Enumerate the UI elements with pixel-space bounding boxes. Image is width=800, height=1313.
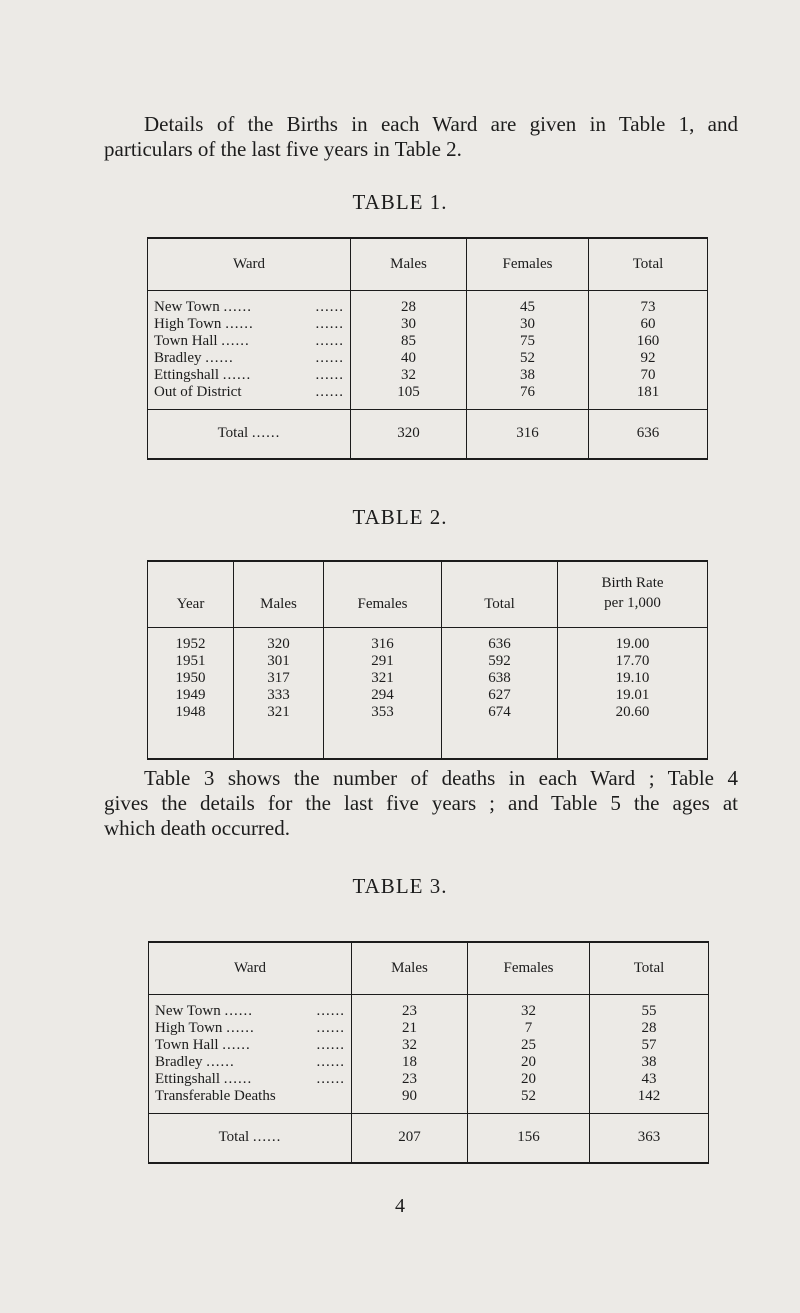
ward-name: High Town [154,315,222,332]
table-row [148,384,708,410]
table1-header-females: Females [467,238,589,290]
table-row [148,627,708,653]
total-label: Total [218,1129,250,1146]
table-row [148,316,708,333]
males-cell: 23 [352,994,468,1020]
table3-header-row [149,942,709,994]
deaths-paragraph [104,766,738,841]
females-cell: 321 [324,670,442,687]
total-cell: 55 [590,994,709,1020]
dot-leader: ...... [315,315,344,332]
total-cell: 627 [442,687,558,704]
dot-leader: ...... [223,298,252,315]
females-cell: 25 [468,1037,590,1054]
ward-name: Bradley [155,1053,203,1070]
table1 [147,237,708,460]
total-cell: 636 [442,627,558,653]
table-row [148,290,708,316]
dot-leader: ...... [315,332,344,349]
dot-leader: ...... [222,1036,251,1053]
table3-header-males: Males [352,942,468,994]
ward-name: Ettingshall [154,366,219,383]
table1-header-total: Total [589,238,708,290]
females-cell: 75 [467,333,589,350]
total-cell: 181 [589,384,708,410]
rate-cell: 20.60 [558,704,708,759]
ward-name: Bradley [154,349,202,366]
table-row [148,704,708,759]
females-cell: 294 [324,687,442,704]
males-total: 207 [352,1113,468,1163]
table-row [149,994,709,1020]
table3-total-row [149,1113,709,1163]
intro-line-1: Details of the Births in each Ward are given in Table 1, and [144,112,738,136]
table3-header-ward: Ward [149,942,352,994]
females-cell: 76 [467,384,589,410]
males-total: 320 [351,409,467,459]
year-cell: 1949 [148,687,234,704]
dot-leader: ...... [225,315,254,332]
females-total: 316 [467,409,589,459]
deaths-line-3: which death occurred. [104,816,290,840]
dot-leader: ...... [316,1036,345,1053]
dot-leader: ...... [315,383,344,400]
total-label: Total [217,425,249,442]
total-cell: 92 [589,350,708,367]
table-row [149,1037,709,1054]
table3-header-total: Total [590,942,709,994]
table1-header-row [148,238,708,290]
rate-cell: 19.01 [558,687,708,704]
ward-name: High Town [155,1019,223,1036]
table-row [149,1020,709,1037]
table2-header-males: Males [234,561,324,627]
dot-leader: ...... [315,366,344,383]
ward-name: Town Hall [155,1036,219,1053]
females-cell: 20 [468,1071,590,1088]
ward-name: New Town [155,1002,221,1019]
table1-header-males: Males [351,238,467,290]
females-cell: 52 [467,350,589,367]
dot-leader: ...... [221,332,250,349]
table2-header-row [148,561,708,627]
total-cell: 70 [589,367,708,384]
table1-total-row [148,409,708,459]
table-row [148,687,708,704]
grand-total: 363 [590,1113,709,1163]
total-cell: 38 [590,1054,709,1071]
dot-leader: ...... [226,1019,255,1036]
year-cell: 1951 [148,653,234,670]
males-cell: 333 [234,687,324,704]
males-cell: 85 [351,333,467,350]
per-thousand-label: per 1,000 [604,594,661,611]
table-row [148,350,708,367]
males-cell: 30 [351,316,467,333]
dot-leader: ...... [223,1070,253,1087]
dot-leader: ...... [316,1053,345,1070]
table2-header-females: Females [324,561,442,627]
females-cell: 52 [468,1088,590,1114]
males-cell: 32 [352,1037,468,1054]
ward-name: Town Hall [154,332,218,349]
table1-header-ward: Ward [148,238,351,290]
total-cell: 60 [589,316,708,333]
females-cell: 45 [467,290,589,316]
females-cell: 20 [468,1054,590,1071]
total-cell: 28 [590,1020,709,1037]
table2-header-year: Year [148,561,234,627]
deaths-line-1: Table 3 shows the number of deaths in each Ward ; Table 4 [144,766,738,790]
males-cell: 105 [351,384,467,410]
males-cell: 40 [351,350,467,367]
dot-leader: ...... [315,298,344,315]
dot-leader: ...... [315,349,344,366]
rate-cell: 19.10 [558,670,708,687]
males-cell: 21 [352,1020,468,1037]
females-total: 156 [468,1113,590,1163]
males-cell: 23 [352,1071,468,1088]
birth-rate-label: Birth Rate [601,574,664,591]
ward-name: New Town [154,298,220,315]
dot-leader: ...... [222,366,252,383]
rate-cell: 19.00 [558,627,708,653]
table-row [149,1054,709,1071]
table2-title: TABLE 2. [352,505,448,529]
total-cell: 638 [442,670,558,687]
table-row [148,670,708,687]
dot-leader: ...... [252,1129,282,1146]
dot-leader: ...... [224,1002,253,1019]
females-cell: 32 [468,994,590,1020]
males-cell: 321 [234,704,324,759]
males-cell: 32 [351,367,467,384]
total-cell: 73 [589,290,708,316]
males-cell: 18 [352,1054,468,1071]
table2-header-total: Total [442,561,558,627]
deaths-line-2: gives the details for the last five years ; and Table 5 the ages at [104,791,738,815]
table3-title: TABLE 3. [352,874,448,898]
table2-header-birth-rate [558,561,708,627]
page-number: 4 [395,1195,405,1217]
total-cell: 160 [589,333,708,350]
females-cell: 38 [467,367,589,384]
year-cell: 1950 [148,670,234,687]
table-row [148,333,708,350]
table-row [149,1071,709,1088]
ward-name: Ettingshall [155,1070,220,1087]
table-row [149,1088,709,1114]
females-cell: 30 [467,316,589,333]
females-cell: 7 [468,1020,590,1037]
intro-line-2: particulars of the last five years in Table 2. [104,137,462,161]
total-cell: 674 [442,704,558,759]
ward-name: Transferable Deaths [155,1087,276,1104]
dot-leader: ...... [251,425,281,442]
table2 [147,560,708,760]
rate-cell: 17.70 [558,653,708,670]
year-cell: 1952 [148,627,234,653]
total-cell: 592 [442,653,558,670]
dot-leader: ...... [206,1053,235,1070]
table-row [148,367,708,384]
year-cell: 1948 [148,704,234,759]
males-cell: 90 [352,1088,468,1114]
females-cell: 316 [324,627,442,653]
total-cell: 43 [590,1071,709,1088]
males-cell: 301 [234,653,324,670]
intro-paragraph [104,112,738,162]
females-cell: 353 [324,704,442,759]
total-cell: 142 [590,1088,709,1114]
total-cell: 57 [590,1037,709,1054]
table3-header-females: Females [468,942,590,994]
dot-leader: ...... [316,1002,345,1019]
table1-title: TABLE 1. [352,190,448,214]
table-row [148,653,708,670]
males-cell: 317 [234,670,324,687]
males-cell: 28 [351,290,467,316]
grand-total: 636 [589,409,708,459]
dot-leader: ...... [205,349,234,366]
females-cell: 291 [324,653,442,670]
dot-leader: ...... [316,1019,345,1036]
table3 [148,941,709,1164]
dot-leader: ...... [316,1070,345,1087]
males-cell: 320 [234,627,324,653]
ward-name: Out of District [154,383,242,400]
